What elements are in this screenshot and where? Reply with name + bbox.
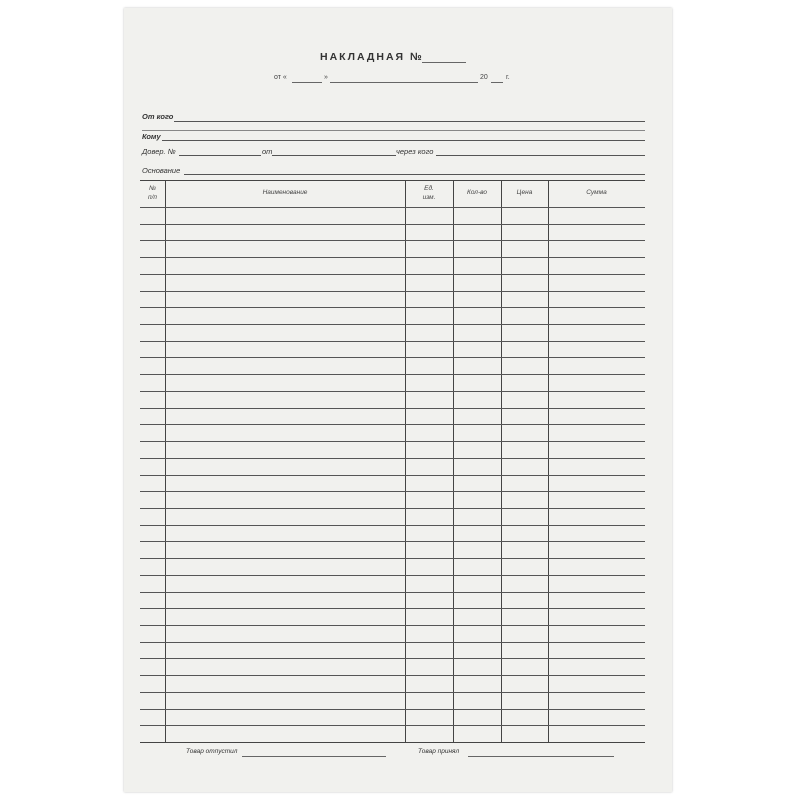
table-row[interactable] [140,558,645,559]
table-row[interactable] [140,391,645,392]
table-row[interactable] [140,642,645,643]
from-label: От кого [142,112,174,121]
table-row[interactable] [140,625,645,626]
items-table [140,180,645,743]
from-line[interactable] [174,121,645,122]
via-label: через кого [396,147,434,156]
header-unit [405,184,453,202]
table-row[interactable] [140,658,645,659]
table-row[interactable] [140,491,645,492]
table-row[interactable] [140,424,645,425]
via-line[interactable] [436,155,645,156]
date-suffix: г. [506,74,510,81]
basis-line[interactable] [184,174,645,175]
table-row[interactable] [140,692,645,693]
table-row[interactable] [140,357,645,358]
table-row[interactable] [140,608,645,609]
table-row[interactable] [140,441,645,442]
table-row[interactable] [140,291,645,292]
table-row[interactable] [140,675,645,676]
year-line[interactable] [491,82,503,83]
header-price: Цена [516,189,533,196]
table-row[interactable] [140,475,645,476]
table-row[interactable] [140,592,645,593]
table-row[interactable] [140,240,645,241]
header-num [140,184,165,202]
table-row[interactable] [140,341,645,342]
released-signature-line[interactable] [242,756,386,757]
table-row[interactable] [140,224,645,225]
to-line[interactable] [162,140,645,141]
date-quote: » [324,74,328,81]
from-line-extra[interactable] [142,130,645,131]
header-num-line2: п/п [148,194,157,201]
to-label: Кому [142,132,161,141]
table-row[interactable] [140,525,645,526]
header-unit-line1: Ед. [424,185,434,192]
title-text: НАКЛАДНАЯ № [320,51,424,63]
table-row[interactable] [140,408,645,409]
day-line[interactable] [292,82,322,83]
table-row[interactable] [140,274,645,275]
month-line[interactable] [330,82,478,83]
released-label: Товар отпустил [186,748,238,755]
invoice-number-line[interactable] [422,62,466,63]
table-row[interactable] [140,508,645,509]
accepted-signature-line[interactable] [468,756,614,757]
proxy-number-line[interactable] [179,155,261,156]
header-name: Наименование [262,189,308,196]
proxy-date-label: от [262,147,273,156]
table-row[interactable] [140,324,645,325]
header-num-line1: № [148,185,157,192]
table-row[interactable] [140,575,645,576]
invoice-sheet [124,8,672,792]
header-unit-line2: изм. [422,194,436,201]
table-row[interactable] [140,207,645,208]
table-row[interactable] [140,307,645,308]
table-row[interactable] [140,709,645,710]
header-sum: Сумма [586,189,607,196]
basis-label: Основание [142,166,181,175]
table-row[interactable] [140,374,645,375]
date-prefix: от « [274,74,287,81]
proxy-label: Довер. № [142,147,176,156]
table-row[interactable] [140,458,645,459]
table-row[interactable] [140,541,645,542]
accepted-label: Товар принял [418,748,460,755]
header-qty: Кол-во [467,189,487,196]
table-row[interactable] [140,725,645,726]
proxy-date-line[interactable] [272,155,396,156]
date-year: 20 [480,74,488,81]
document-title [320,51,424,63]
table-row[interactable] [140,257,645,258]
